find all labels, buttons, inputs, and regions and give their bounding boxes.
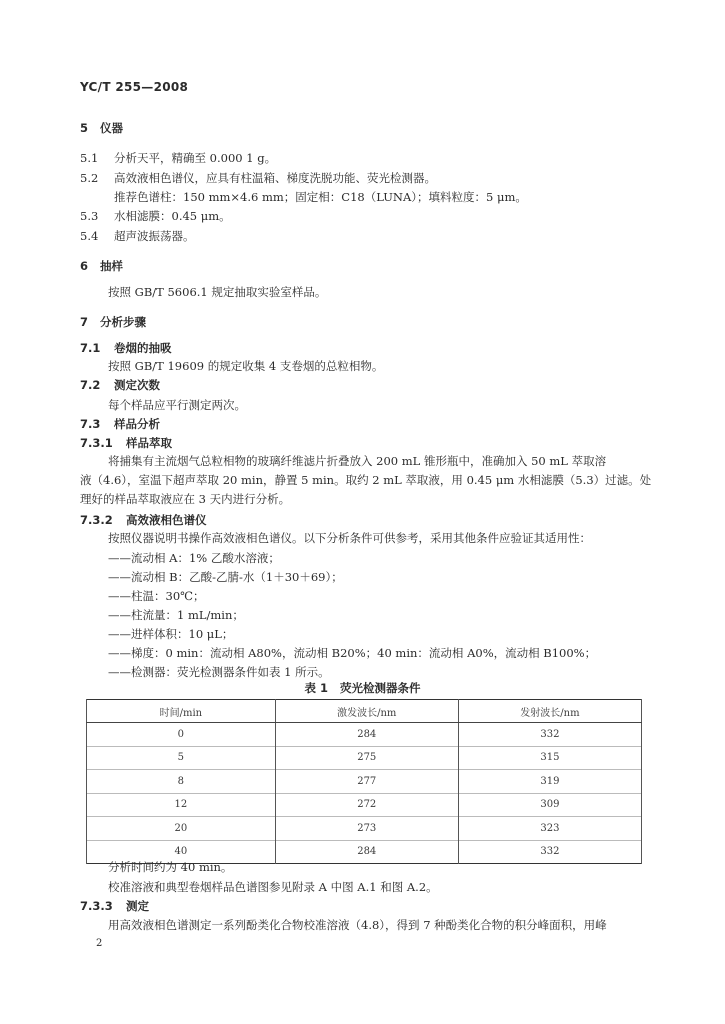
condition-item: ——柱温：30℃； bbox=[108, 589, 205, 603]
table-cell: 323 bbox=[458, 817, 641, 841]
table-cell: 272 bbox=[275, 793, 458, 817]
table-cell: 20 bbox=[87, 817, 276, 841]
section-6-heading: 6 抽样 bbox=[80, 259, 124, 273]
section-5-heading: 5 仪器 bbox=[80, 121, 124, 135]
condition-item: ——检测器：荧光检测器条件如表 1 所示。 bbox=[108, 665, 330, 679]
table-cell: 275 bbox=[275, 746, 458, 770]
table-cell: 315 bbox=[458, 746, 641, 770]
section-7-1-heading: 7.1 卷烟的抽吸 bbox=[80, 341, 172, 355]
column-header: 发射波长/nm bbox=[458, 700, 641, 723]
item-5-4: 5.4 超声波振荡器。 bbox=[80, 229, 195, 243]
section-7-2-heading: 7.2 测定次数 bbox=[80, 378, 160, 392]
section-7-3-1-line-2: 液（4.6），室温下超声萃取 20 min，静置 5 min。取约 2 mL 萃取液，用 0.45 μm 水相滤膜（5.3）过滤。处 bbox=[80, 473, 652, 487]
table-cell: 0 bbox=[87, 723, 276, 747]
section-7-2-text: 每个样品应平行测定两次。 bbox=[108, 398, 246, 412]
table-cell: 273 bbox=[275, 817, 458, 841]
section-7-1-text: 按照 GB/T 19609 的规定收集 4 支卷烟的总粒相物。 bbox=[108, 359, 384, 373]
table-cell: 284 bbox=[275, 840, 458, 864]
item-5-1: 5.1 分析天平，精确至 0.000 1 g。 bbox=[80, 151, 277, 165]
item-5-2-column: 推荐色谱柱：150 mm×4.6 mm；固定相：C18（LUNA）；填料粒度：5 μm。 bbox=[114, 190, 527, 204]
section-7-3-1-line-3: 理好的样品萃取液应在 3 天内进行分析。 bbox=[80, 492, 291, 506]
section-7-3-3-heading: 7.3.3 测定 bbox=[80, 899, 149, 913]
condition-item: ——进样体积：10 μL； bbox=[108, 627, 234, 641]
condition-item: ——梯度：0 min：流动相 A80%，流动相 B20%；40 min：流动相 A0%，流动相 B100%； bbox=[108, 646, 597, 660]
fluorescence-table bbox=[86, 699, 642, 864]
table-cell: 277 bbox=[275, 770, 458, 794]
column-header: 激发波长/nm bbox=[275, 700, 458, 723]
page-number: 2 bbox=[96, 938, 103, 949]
condition-item: ——柱流量：1 mL/min； bbox=[108, 608, 244, 622]
standard-number: YC/T 255—2008 bbox=[80, 80, 189, 94]
section-7-3-heading: 7.3 样品分析 bbox=[80, 417, 160, 431]
table-cell: 5 bbox=[87, 746, 276, 770]
table-cell: 40 bbox=[87, 840, 276, 864]
condition-item: ——流动相 A：1% 乙酸水溶液； bbox=[108, 551, 280, 565]
table-cell: 8 bbox=[87, 770, 276, 794]
table-row bbox=[87, 746, 642, 770]
sampling-text: 按照 GB/T 5606.1 规定抽取实验室样品。 bbox=[108, 285, 327, 299]
section-7-3-3-text: 用高效液相色谱测定一系列酚类化合物校准溶液（4.8），得到 7 种酚类化合物的积分峰面积，用峰 bbox=[108, 918, 607, 932]
chromatogram-note: 校准溶液和典型卷烟样品色谱图参见附录 A 中图 A.1 和图 A.2。 bbox=[108, 880, 438, 894]
section-7-3-1-line-1: 将捕集有主流烟气总粒相物的玻璃纤维滤片折叠放入 200 mL 锥形瓶中，准确加入 50 mL 萃取溶 bbox=[108, 454, 607, 468]
item-5-2: 5.2 高效液相色谱仪，应具有柱温箱、梯度洗脱功能、荧光检测器。 bbox=[80, 171, 436, 185]
table-header-row bbox=[87, 700, 642, 723]
analysis-time-note: 分析时间约为 40 min。 bbox=[108, 860, 233, 874]
table-cell: 332 bbox=[458, 840, 641, 864]
section-7-3-1-heading: 7.3.1 样品萃取 bbox=[80, 436, 172, 450]
table-cell: 332 bbox=[458, 723, 641, 747]
table-cell: 319 bbox=[458, 770, 641, 794]
table-row bbox=[87, 817, 642, 841]
section-7-3-2-intro: 按照仪器说明书操作高效液相色谱仪。以下分析条件可供参考，采用其他条件应验证其适用性： bbox=[108, 531, 591, 545]
table-row bbox=[87, 770, 642, 794]
table-caption: 表 1 荧光检测器条件 bbox=[304, 681, 421, 695]
section-7-3-2-heading: 7.3.2 高效液相色谱仪 bbox=[80, 513, 207, 527]
section-7-heading: 7 分析步骤 bbox=[80, 315, 147, 329]
condition-item: ——流动相 B：乙酸-乙腈-水（1＋30＋69）； bbox=[108, 570, 343, 584]
table-body bbox=[87, 723, 642, 864]
table-cell: 12 bbox=[87, 793, 276, 817]
column-header: 时间/min bbox=[87, 700, 276, 723]
table-cell: 309 bbox=[458, 793, 641, 817]
item-5-3: 5.3 水相滤膜：0.45 μm。 bbox=[80, 209, 231, 223]
table-row bbox=[87, 723, 642, 747]
table-cell: 284 bbox=[275, 723, 458, 747]
table-row bbox=[87, 793, 642, 817]
